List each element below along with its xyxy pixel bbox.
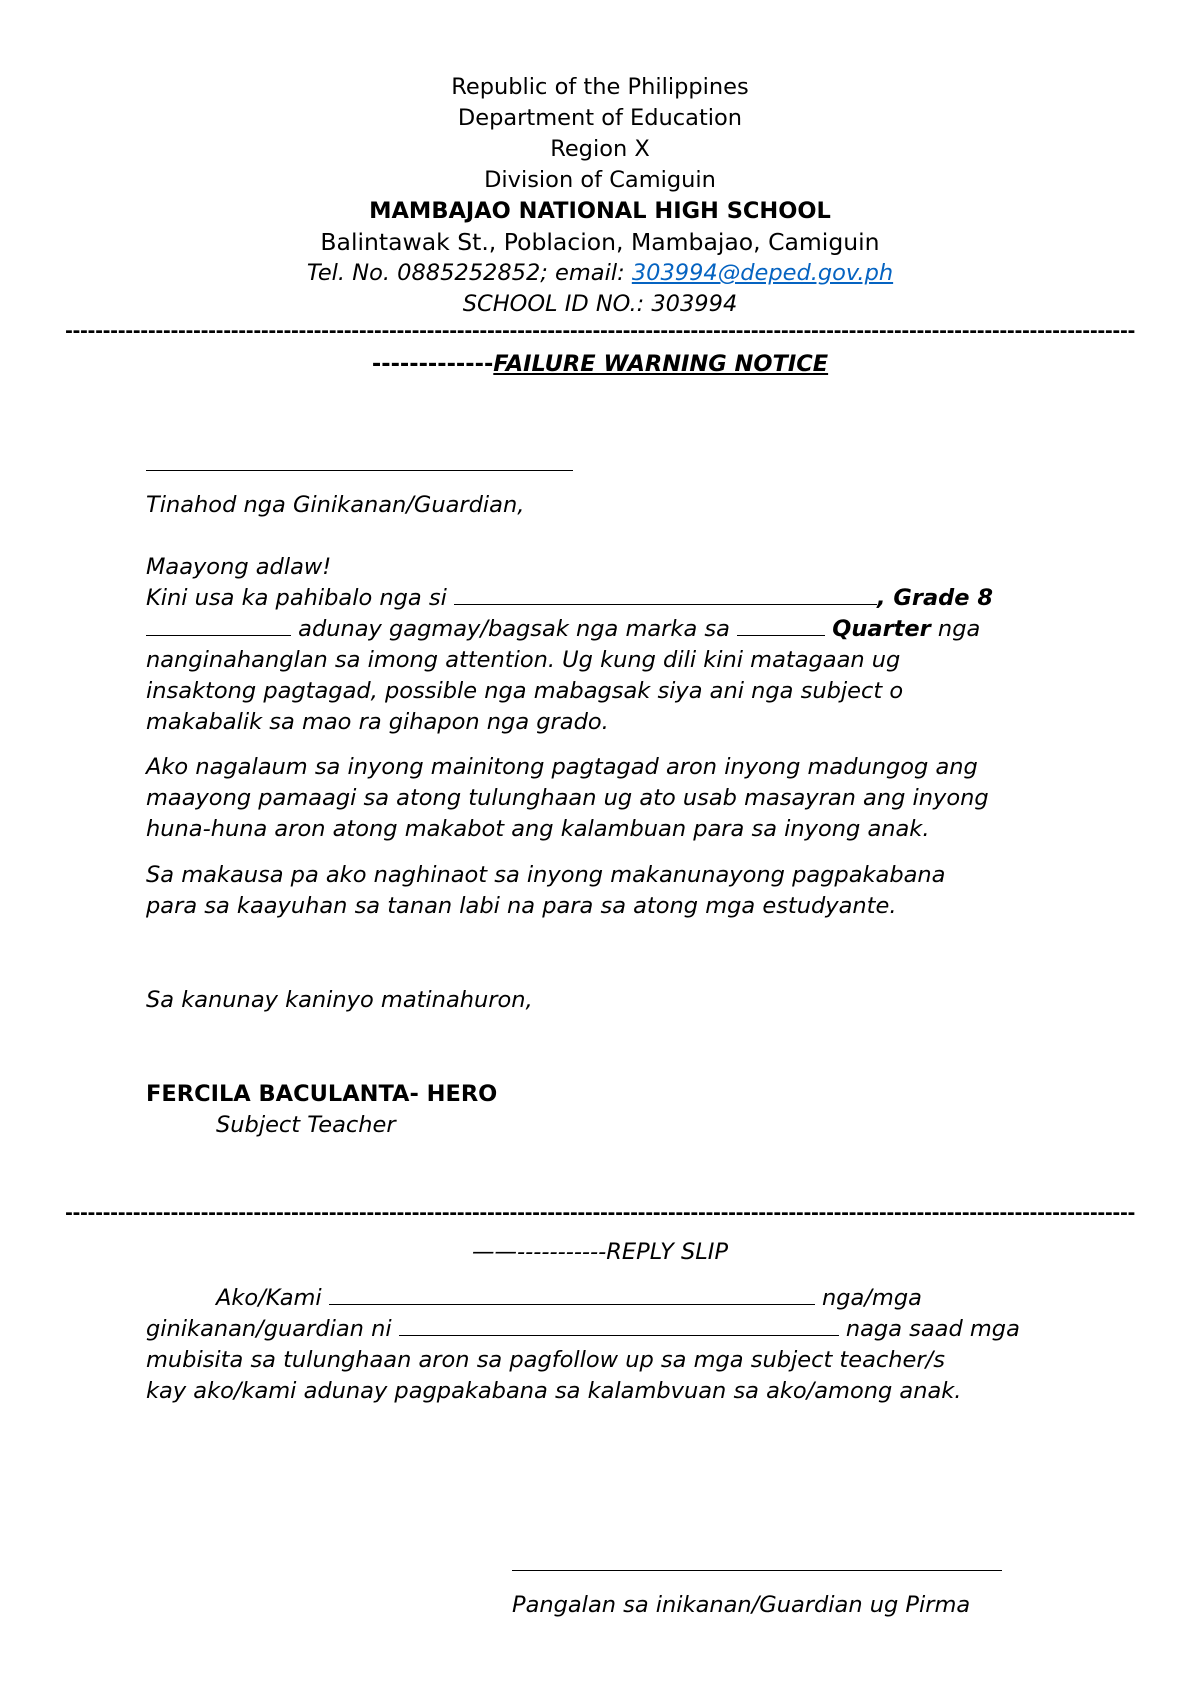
reply-text-d: naga saad mga <box>838 1316 1020 1342</box>
school-contact <box>0 258 1200 289</box>
parent-name-blank[interactable] <box>329 1284 815 1305</box>
grade-label: Grade 8 <box>893 585 993 611</box>
p1-comma: , <box>877 585 894 611</box>
closing: Sa kanunay kaninyo matinahuron, <box>146 987 533 1013</box>
paragraph1-line5: makabalik sa mao ra gihapon nga grado. <box>146 709 609 735</box>
header-region: Region X <box>550 136 650 162</box>
paragraph1-line1 <box>146 583 993 614</box>
paragraph3-line1: Sa makausa pa ako naghinaot sa inyong makanunayong pagpakabana <box>146 862 946 888</box>
p1-text-d: nga <box>930 616 981 642</box>
signatory-title: Subject Teacher <box>216 1112 396 1138</box>
school-id: SCHOOL ID NO.: 303994 <box>462 291 738 317</box>
header-department: Department of Education <box>457 105 743 131</box>
header-republic: Republic of the Philippines <box>451 74 749 100</box>
paragraph2-line2: maayong pamaagi sa atong tulunghaan ug ato usab masayran ang inyong <box>146 785 989 811</box>
school-address: Balintawak St., Poblacion, Mambajao, Camiguin <box>320 228 880 256</box>
reply-line4: kay ako/kami adunay pagpakabana sa kalambvuan sa ako/among anak. <box>146 1378 962 1404</box>
greeting: Maayong adlaw! <box>146 554 332 580</box>
student-name-blank[interactable] <box>454 584 877 605</box>
reply-text-c: ginikanan/guardian ni <box>146 1316 399 1342</box>
paragraph3-line2: para sa kaayuhan sa tanan labi na para sa atong mga estudyante. <box>146 893 897 919</box>
salutation: Tinahod nga Ginikanan/Guardian, <box>146 492 525 518</box>
reply-line1 <box>216 1283 922 1314</box>
header-division: Division of Camiguin <box>484 167 716 193</box>
top-separator: ---------------------------------------------------------------------------------------------------------------------------------------------- <box>64 320 1136 342</box>
email-link[interactable]: 303994@deped.gov.ph <box>631 260 894 286</box>
bottom-separator: ---------------------------------------------------------------------------------------------------------------------------------------------- <box>64 1202 1136 1224</box>
p1-text-a: Kini usa ka pahibalo nga si <box>146 585 454 611</box>
recipient-name-line[interactable] <box>146 470 573 471</box>
child-name-blank[interactable] <box>399 1315 839 1336</box>
reply-slip-heading: ——-----------REPLY SLIP <box>471 1239 729 1265</box>
p1-text-c: adunay gagmay/bagsak nga marka sa <box>291 616 738 642</box>
signatory-name: FERCILA BACULANTA- HERO <box>146 1081 498 1107</box>
paragraph1-line2 <box>146 614 980 645</box>
signature-label: Pangalan sa inikanan/Guardian ug Pirma <box>512 1592 971 1618</box>
reply-line2 <box>146 1314 1020 1345</box>
signature-line[interactable] <box>512 1570 1002 1571</box>
quarter-blank[interactable] <box>737 615 825 636</box>
notice-dashes: ------------- <box>371 351 494 377</box>
paragraph1-line4: insaktong pagtagad, possible nga mabagsak siya ani nga subject o <box>146 678 904 704</box>
quarter-label: Quarter <box>832 616 931 642</box>
tel-text: Tel. No. 0885252852; email: <box>306 260 632 286</box>
reply-text-a: Ako/Kami <box>216 1285 329 1311</box>
notice-title: FAILURE WARNING NOTICE <box>493 351 829 377</box>
notice-heading <box>0 351 1200 377</box>
section-blank[interactable] <box>146 615 291 636</box>
reply-line3: mubisita sa tulunghaan aron sa pagfollow up sa mga subject teacher/s <box>146 1347 945 1373</box>
paragraph2-line1: Ako nagalaum sa inyong mainitong pagtagad aron inyong madungog ang <box>146 754 978 780</box>
paragraph2-line3: huna-huna aron atong makabot ang kalambuan para sa inyong anak. <box>146 816 930 842</box>
paragraph1-line3: nanginahanglan sa imong attention. Ug kung dili kini matagaan ug <box>146 647 901 673</box>
school-name: MAMBAJAO NATIONAL HIGH SCHOOL <box>369 198 831 224</box>
reply-text-b: nga/mga <box>814 1285 922 1311</box>
